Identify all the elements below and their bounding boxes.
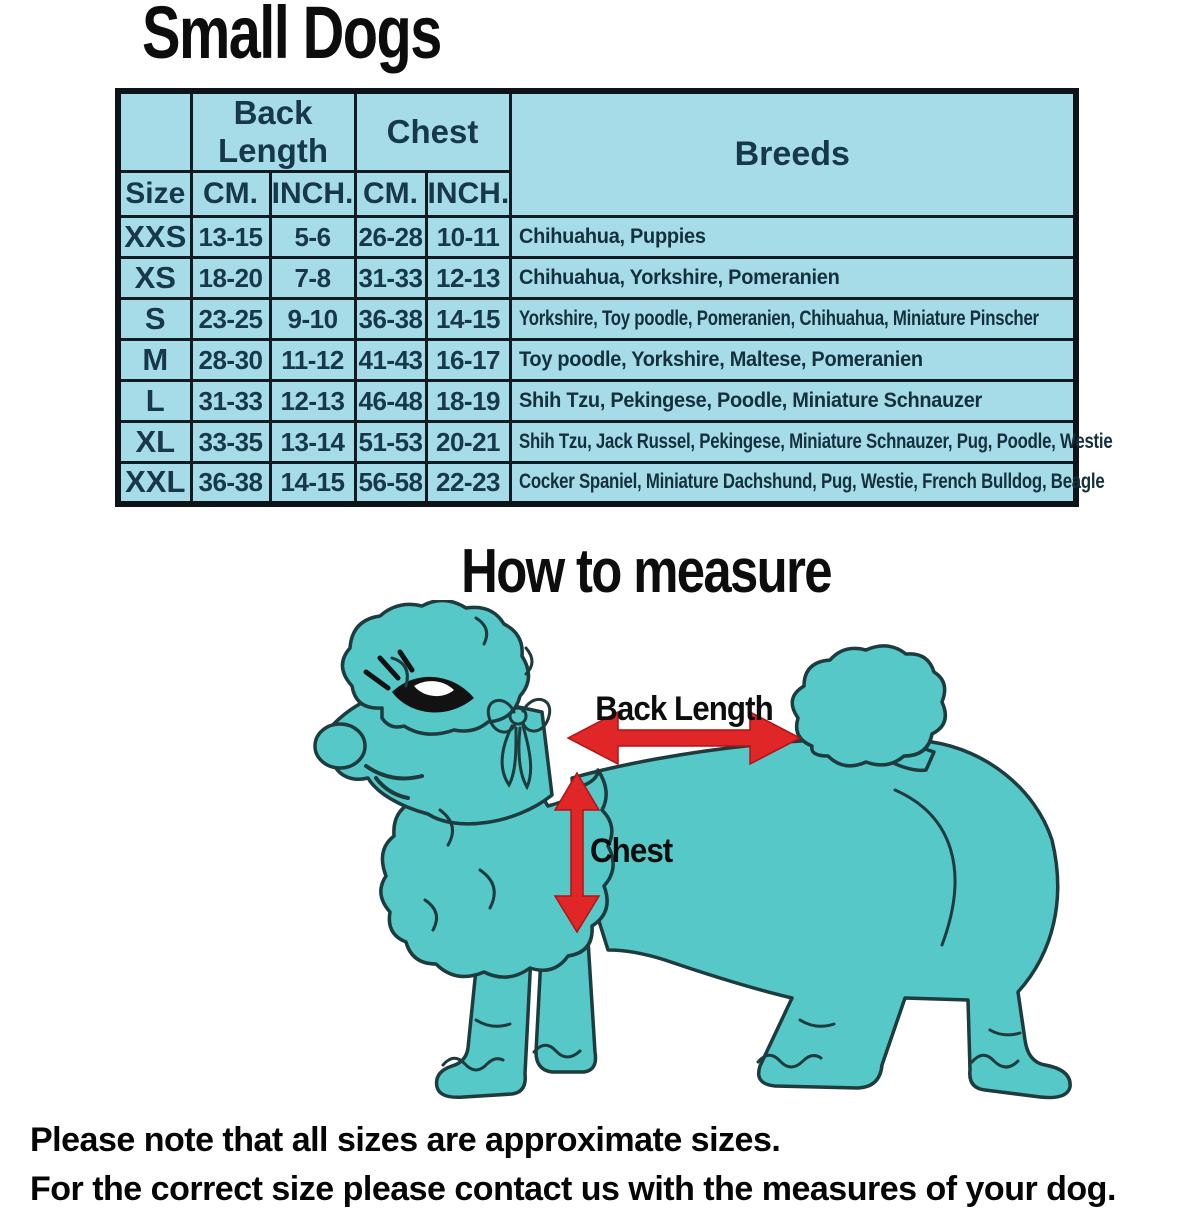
- back-inch-value: 12-13: [270, 381, 355, 422]
- back-cm-header: CM.: [191, 172, 270, 217]
- chest-cm-value: 31-33: [355, 258, 426, 299]
- chest-label: Chest: [590, 832, 673, 870]
- breeds-text: Chihuahua, Puppies: [518, 225, 706, 248]
- chest-inch-value: 10-11: [426, 217, 510, 258]
- chest-inch-header: INCH.: [426, 172, 510, 217]
- breeds-header: Breeds: [510, 91, 1076, 217]
- back-inch-header: INCH.: [270, 172, 355, 217]
- back-cm-value: 13-15: [191, 217, 270, 258]
- chest-inch-value: 22-23: [426, 463, 510, 504]
- poodle-body: [315, 600, 1070, 1097]
- back-inch-value: 14-15: [270, 463, 355, 504]
- back-inch-value: 11-12: [270, 340, 355, 381]
- table-row-l: [118, 381, 1076, 422]
- breeds-text: Shih Tzu, Jack Russel, Pekingese, Miniature Schnauzer, Pug, Poodle, Westie: [518, 430, 1112, 453]
- breeds-value: [510, 381, 1076, 422]
- size-value: XXL: [118, 463, 191, 504]
- chest-cm-value: 36-38: [355, 299, 426, 340]
- chest-inch-value: 18-19: [426, 381, 510, 422]
- footer-note: [30, 1116, 1200, 1214]
- size-chart-table: [115, 88, 1112, 507]
- chest-inch-value: 14-15: [426, 299, 510, 340]
- breeds-text: Shih Tzu, Pekingese, Poodle, Miniature Schnauzer: [518, 389, 982, 412]
- size-value: XL: [118, 422, 191, 463]
- breeds-value: [510, 258, 1076, 299]
- breeds-text: Chihuahua, Yorkshire, Pomeranien: [518, 266, 840, 289]
- chest-cm-value: 56-58: [355, 463, 426, 504]
- chest-inch-value: 16-17: [426, 340, 510, 381]
- back-cm-value: 18-20: [191, 258, 270, 299]
- back-inch-value: 9-10: [270, 299, 355, 340]
- how-to-measure-heading: How to measure: [461, 537, 831, 606]
- back-inch-value: 5-6: [270, 217, 355, 258]
- chest-group-header: Chest: [355, 91, 510, 172]
- breeds-value: [510, 340, 1076, 381]
- back-length-group-header: Back Length: [191, 91, 355, 172]
- back-inch-value: 13-14: [270, 422, 355, 463]
- footer-line-1: Please note that all sizes are approximate sizes.: [30, 1121, 781, 1159]
- breeds-value: [510, 463, 1104, 504]
- size-value: XS: [118, 258, 191, 299]
- breeds-text: Toy poodle, Yorkshire, Maltese, Pomeranien: [518, 348, 923, 371]
- table-row-xs: [118, 258, 1076, 299]
- chest-cm-value: 46-48: [355, 381, 426, 422]
- back-inch-value: 7-8: [270, 258, 355, 299]
- poodle-illustration: [280, 600, 1130, 1110]
- footer-line-2: For the correct size please contact us with the measures of your dog.: [30, 1170, 1116, 1208]
- size-header: Size: [118, 172, 191, 217]
- table-row-xl: [118, 422, 1076, 463]
- chest-inch-value: 12-13: [426, 258, 510, 299]
- size-value: XXS: [118, 217, 191, 258]
- table-group-header-row: [118, 91, 1076, 172]
- breeds-value: [510, 422, 1112, 463]
- table-row-xxs: [118, 217, 1076, 258]
- chest-cm-value: 41-43: [355, 340, 426, 381]
- chest-cm-header: CM.: [355, 172, 426, 217]
- chest-cm-value: 26-28: [355, 217, 426, 258]
- back-cm-value: 36-38: [191, 463, 270, 504]
- chest-inch-value: 20-21: [426, 422, 510, 463]
- back-cm-value: 23-25: [191, 299, 270, 340]
- back-length-label: Back Length: [595, 690, 773, 728]
- table-row-s: [118, 299, 1076, 340]
- size-value: M: [118, 340, 191, 381]
- chest-cm-value: 51-53: [355, 422, 426, 463]
- breeds-value: [510, 299, 1076, 340]
- corner-cell: [118, 91, 191, 172]
- table-row-xxl: [118, 463, 1076, 504]
- table-row-m: [118, 340, 1076, 381]
- size-value: S: [118, 299, 191, 340]
- back-cm-value: 33-35: [191, 422, 270, 463]
- back-cm-value: 31-33: [191, 381, 270, 422]
- breeds-text: Yorkshire, Toy poodle, Pomeranien, Chihuahua, Miniature Pinscher: [518, 307, 1039, 330]
- size-value: L: [118, 381, 191, 422]
- breeds-value: [510, 217, 1076, 258]
- back-cm-value: 28-30: [191, 340, 270, 381]
- breeds-text: Cocker Spaniel, Miniature Dachshund, Pug, Westie, French Bulldog, Beagle: [518, 470, 1104, 494]
- page-title: Small Dogs: [142, 0, 441, 74]
